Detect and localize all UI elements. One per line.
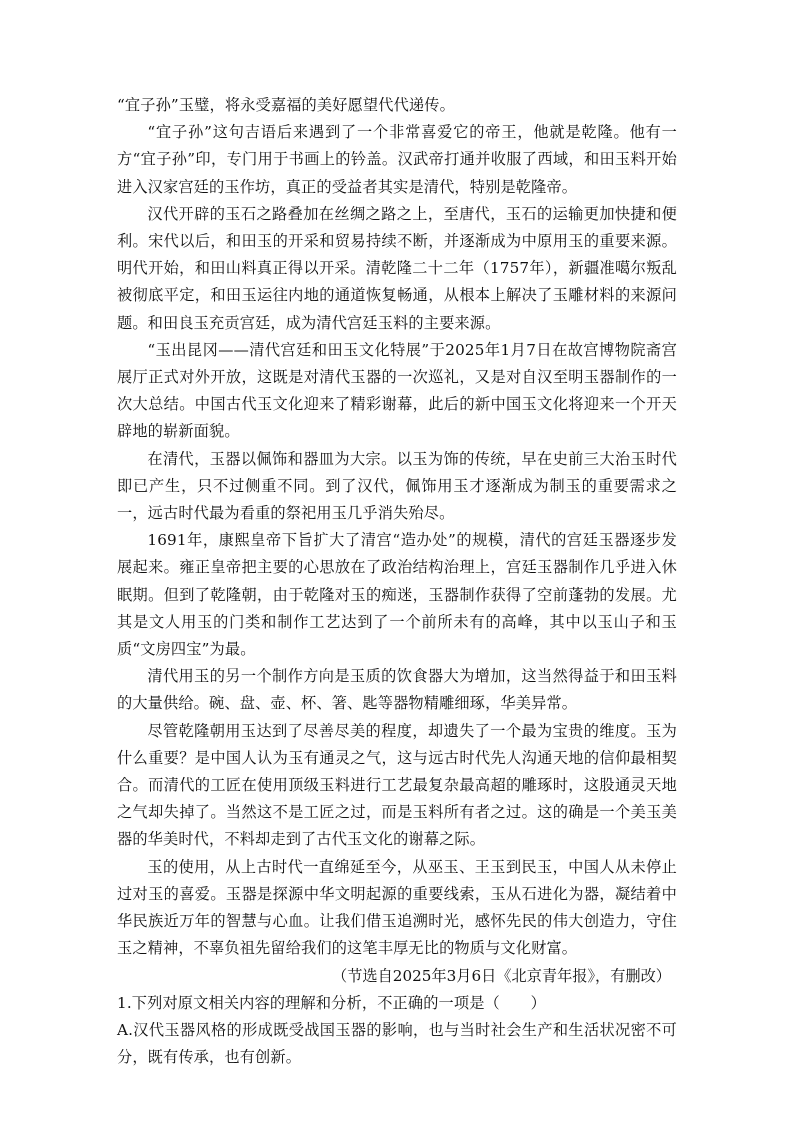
article-paragraph: 在清代，玉器以佩饰和器皿为大宗。以玉为饰的传统，早在史前三大治玉时代即已产生，只不过侧重不同。到了汉代，佩饰用玉才逐渐成为制玉的重要需求之一，远古时代最为看重的祭祀用玉几乎消失殆尽。 [117, 449, 677, 523]
article-paragraph: “宜子孙”这句吉语后来遇到了一个非常喜爱它的帝王，他就是乾隆。他有一方“宜子孙”印，专门用于书画上的钤盖。汉武帝打通并收服了西域，和田玉料开始进入汉家宫廷的玉作坊，真正的受益者其实是清代，特别是乾隆帝。 [117, 123, 677, 196]
article-paragraph: 玉的使用，从上古时代一直绵延至今，从巫玉、王玉到民玉，中国人从未停止过对玉的喜爱。玉器是探源中华文明起源的重要线索，玉从石进化为器，凝结着中华民族近万年的智慧与心血。让我们借玉追溯时光，感怀先民的伟大创造力，守住玉之精神，不辜负祖先留给我们的这笔丰厚无比的物质与文化财富。 [117, 857, 677, 958]
article-paragraph: 汉代开辟的玉石之路叠加在丝绸之路之上，至唐代，玉石的运输更加快捷和便利。宋代以后，和田玉的开采和贸易持续不断，并逐渐成为中原用玉的重要来源。明代开始，和田山料真正得以开采。清乾隆二十二年（1757年），新疆准噶尔叛乱被彻底平定，和田玉运往内地的通道恢复畅通，从根本上解决了玉雕材料的来源问题。和田良玉充贡宫廷，成为清代宫廷玉料的主要来源。 [117, 204, 677, 332]
article-paragraph: 1691年，康熙皇帝下旨扩大了清宫“造办处”的规模，清代的宫廷玉器逐步发展起来。雍正皇帝把主要的心思放在了政治结构治理上，宫廷玉器制作几乎进入休眠期。但到了乾隆朝，由于乾隆对玉的痴迷，玉器制作获得了空前蓬勃的发展。尤其是文人用玉的门类和制作工艺达到了一个前所未有的高峰，其中以玉山子和玉质“文房四宝”为最。 [117, 531, 677, 659]
article-source: （节选自2025年3月6日《北京青年报》，有删改） [332, 966, 671, 985]
article-paragraph: “宜子孙”玉璧，将永受嘉福的美好愿望代代递传。 [117, 96, 455, 114]
document-page [117, 92, 677, 1071]
article-paragraph: “玉出昆冈——清代宫廷和田玉文化特展”于2025年1月7日在故宫博物院斋宫展厅正式对外开放，这既是对清代玉器的一次巡礼，又是对自汉至明玉器制作的一次大总结。中国古代玉文化迎来了精彩谢幕，此后的新中国玉文化将迎来一个开天辟地的崭新面貌。 [117, 340, 677, 441]
option-a: A.汉代玉器风格的形成既受战国玉器的影响，也与当时社会生产和生活状况密不可分，既有传承，也有创新。 [117, 1020, 677, 1067]
article-paragraph: 尽管乾隆朝用玉达到了尽善尽美的程度，却遗失了一个最为宝贵的维度。玉为什么重要？是中国人认为玉有通灵之气，这与远古时代先人沟通天地的信仰最相契合。而清代的工匠在使用顶级玉料进行工艺最复杂最高超的雕琢时，这股通灵天地之气却失掉了。当然这不是工匠之过，而是玉料所有者之过。这的确是一个美玉美器的华美时代，不料却走到了古代玉文化的谢幕之际。 [117, 721, 677, 849]
article-paragraph: 清代用玉的另一个制作方向是玉质的饮食器大为增加，这当然得益于和田玉料的大量供给。碗、盘、壶、杯、箸、匙等器物精雕细琢，华美异常。 [117, 667, 677, 713]
question-stem: 1.下列对原文相关内容的理解和分析，不正确的一项是（ ） [117, 993, 546, 1012]
